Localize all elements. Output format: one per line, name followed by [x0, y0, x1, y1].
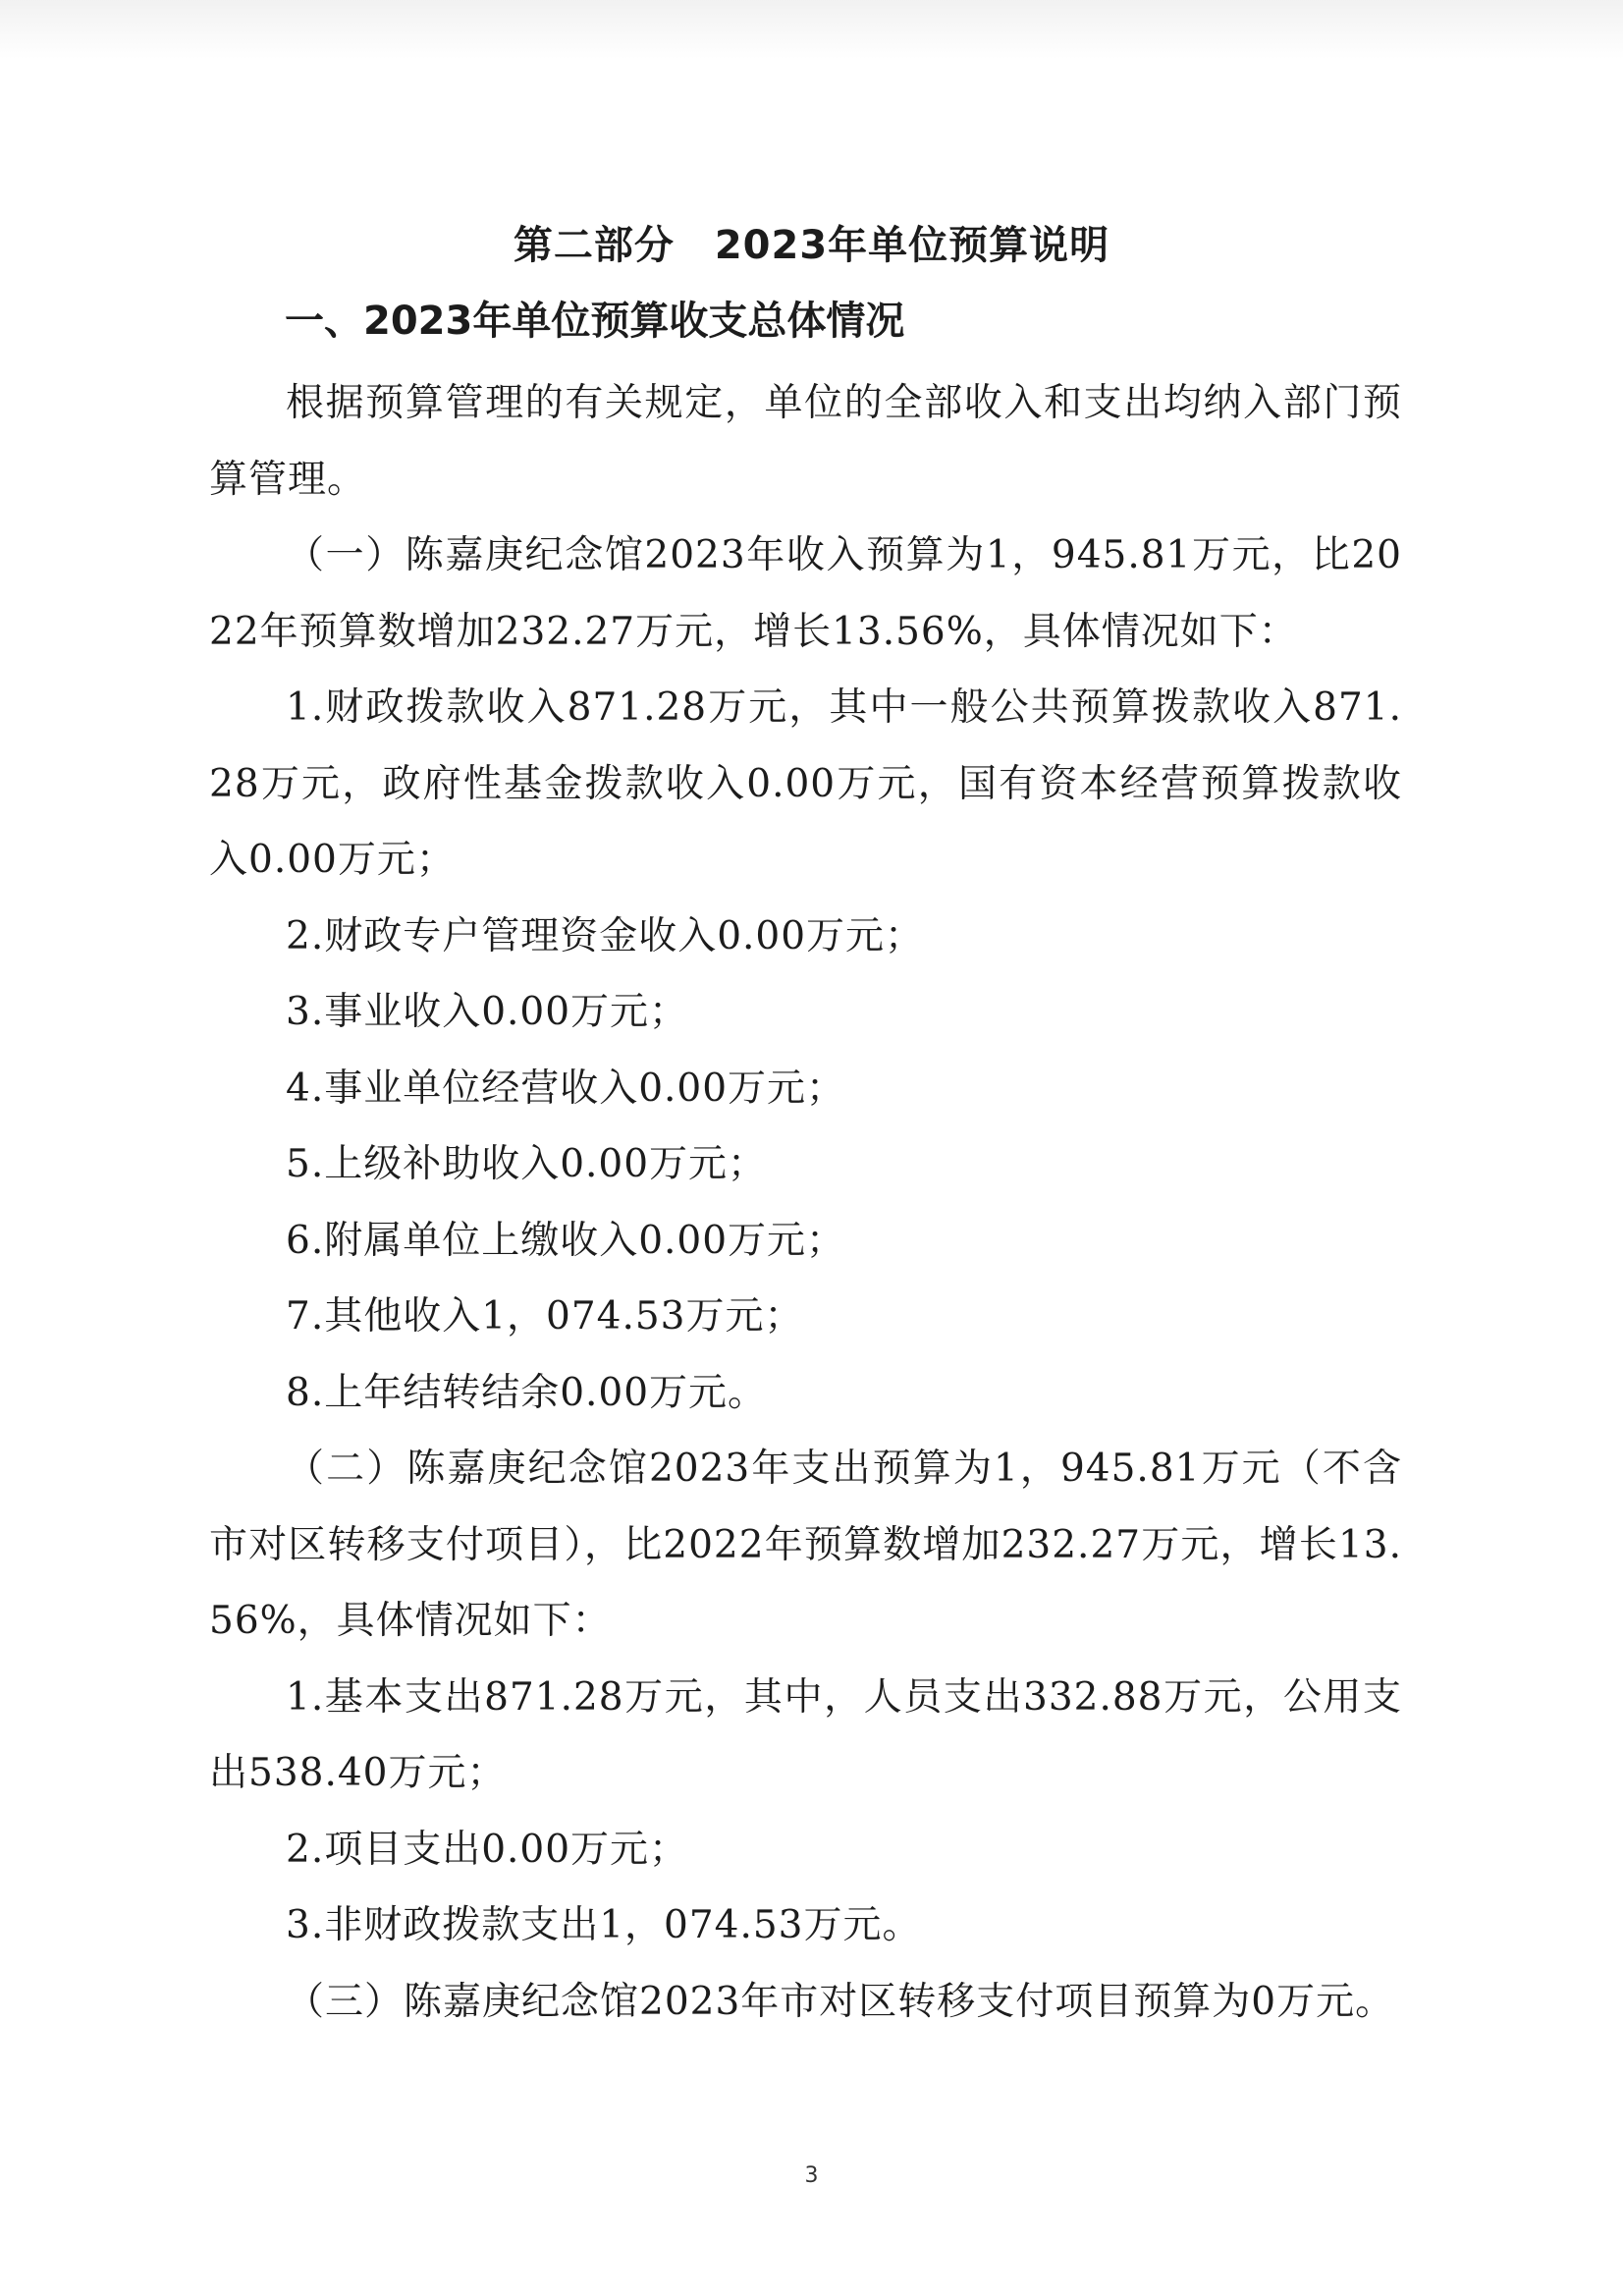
income-item: 1.财政拨款收入871.28万元，其中一般公共预算拨款收入871.28万元，政府性基金拨款收入0.00万元，国有资本经营预算拨款收入0.00万元； [209, 685, 1402, 882]
section-heading: 一、2023年单位预算收支总体情况 [285, 299, 905, 344]
expenditure-item: 3.非财政拨款支出1，074.53万元。 [286, 1903, 922, 1947]
body-text [209, 365, 1402, 2040]
income-item: 4.事业单位经营收入0.00万元； [286, 1066, 846, 1111]
income-item: 8.上年结转结余0.00万元。 [286, 1370, 768, 1415]
intro-paragraph: 根据预算管理的有关规定，单位的全部收入和支出均纳入部门预算管理。 [209, 381, 1402, 502]
expenditure-item: 2.项目支出0.00万元； [286, 1827, 689, 1872]
scan-shadow [0, 0, 1623, 59]
expenditure-summary: （二）陈嘉庚纪念馆2023年支出预算为1，945.81万元（不含市对区转移支付项目），比2022年预算数增加232.27万元，增长13.56%，具体情况如下： [209, 1447, 1402, 1643]
expenditure-item: 1.基本支出871.28万元，其中，人员支出332.88万元，公用支出538.40万元； [209, 1674, 1402, 1795]
income-item: 7.其他收入1，074.53万元； [286, 1294, 804, 1339]
transfer-summary: （三）陈嘉庚纪念馆2023年市对区转移支付项目预算为0万元。 [286, 1979, 1395, 2024]
income-summary: （一）陈嘉庚纪念馆2023年收入预算为1，945.81万元，比2022年预算数增加232.27万元，增长13.56%，具体情况如下： [209, 533, 1402, 654]
income-item: 5.上级补助收入0.00万元； [286, 1142, 768, 1186]
income-item: 6.附属单位上缴收入0.00万元； [286, 1218, 846, 1263]
income-item: 3.事业收入0.00万元； [286, 990, 689, 1034]
page-number: 3 [804, 2163, 819, 2188]
page-title: 第二部分 2023年单位预算说明 [513, 223, 1110, 268]
income-item: 2.财政专户管理资金收入0.00万元； [286, 913, 925, 958]
